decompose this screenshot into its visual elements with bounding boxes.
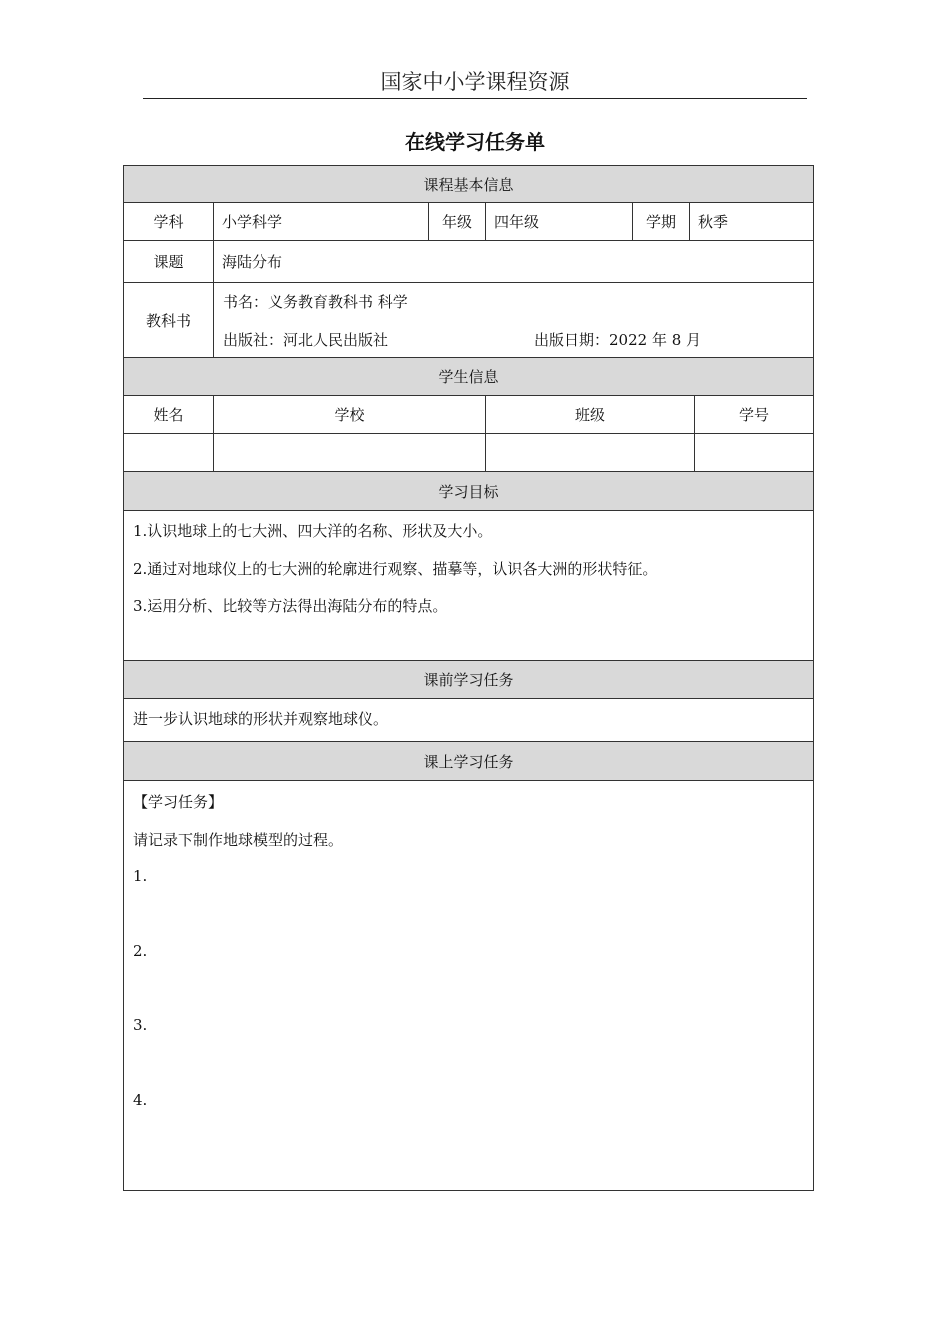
publisher: 出版社：河北人民出版社 <box>223 331 389 349</box>
step-item[interactable]: 1. <box>133 867 148 885</box>
task-heading: 【学习任务】 <box>133 793 224 811</box>
subject-label: 学科 <box>123 202 214 241</box>
textbook-label: 教科书 <box>123 282 214 358</box>
objective-item: 2.通过对地球仪上的七大洲的轮廓进行观察、描摹等，认识各大洲的形状特征。 <box>133 560 658 578</box>
objective-item: 1.认识地球上的七大洲、四大洋的名称、形状及大小。 <box>133 522 493 540</box>
objectives-body <box>123 510 814 661</box>
student-id-field[interactable] <box>694 433 814 472</box>
in-class-header: 课上学习任务 <box>123 741 814 781</box>
name-field[interactable] <box>123 433 214 472</box>
book-name: 书名：义务教育教科书 科学 <box>223 293 408 311</box>
task-instruction: 请记录下制作地球模型的过程。 <box>133 831 344 849</box>
objective-item: 3.运用分析、比较等方法得出海陆分布的特点。 <box>133 597 448 615</box>
grade-label: 年级 <box>428 202 486 241</box>
pre-class-header: 课前学习任务 <box>123 660 814 699</box>
student-id-label: 学号 <box>694 395 814 434</box>
pre-class-task: 进一步认识地球的形状并观察地球仪。 <box>133 710 389 728</box>
step-item[interactable]: 4. <box>133 1091 148 1109</box>
topic-label: 课题 <box>123 240 214 283</box>
step-item[interactable]: 2. <box>133 942 148 960</box>
document-title: 在线学习任务单 <box>405 130 545 154</box>
term-value: 秋季 <box>689 202 814 241</box>
topic-value: 海陆分布 <box>213 240 814 283</box>
pre-class-body <box>123 698 814 742</box>
school-field[interactable] <box>213 433 486 472</box>
name-label: 姓名 <box>123 395 214 434</box>
publish-date: 出版日期：2022 年 8 月 <box>534 331 702 349</box>
header-rule <box>143 98 807 99</box>
in-class-body <box>123 780 814 1191</box>
objectives-header: 学习目标 <box>123 471 814 511</box>
task-sheet-table <box>123 165 814 1191</box>
course-info-header: 课程基本信息 <box>123 165 814 203</box>
term-label: 学期 <box>632 202 690 241</box>
resource-header: 国家中小学课程资源 <box>380 70 570 94</box>
class-field[interactable] <box>485 433 695 472</box>
school-label: 学校 <box>213 395 486 434</box>
textbook-details <box>213 282 814 358</box>
subject-value: 小学科学 <box>213 202 429 241</box>
class-label: 班级 <box>485 395 695 434</box>
student-info-header: 学生信息 <box>123 357 814 396</box>
grade-value: 四年级 <box>485 202 633 241</box>
step-item[interactable]: 3. <box>133 1016 148 1034</box>
